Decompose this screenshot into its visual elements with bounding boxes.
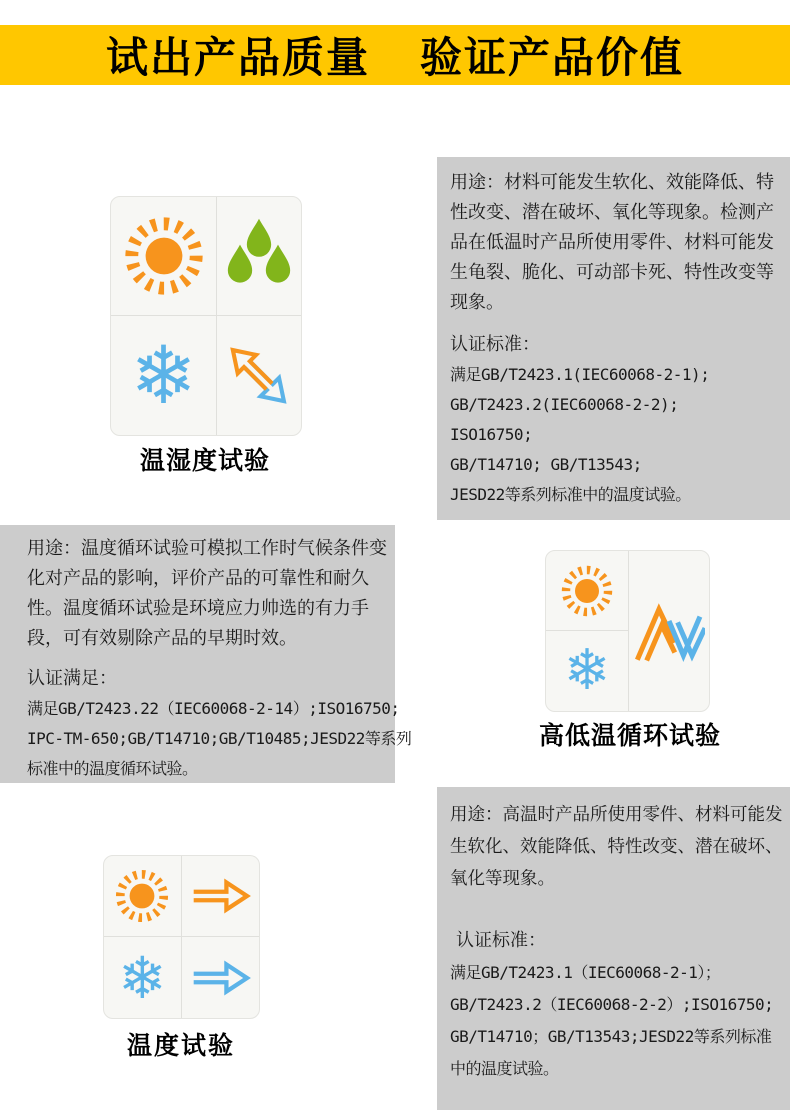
temp-cycle-panel (0, 525, 412, 783)
zigzag-cell (629, 551, 709, 711)
cert-standard-line: 标准中的温度循环试验。 (27, 759, 198, 778)
snowflake-icon: ❄ (130, 328, 198, 422)
right-arrow-icon (188, 864, 252, 928)
snowflake-cell (104, 937, 182, 1018)
temperature-icon-card (103, 855, 260, 1019)
blue-arrow-cell (182, 937, 260, 1018)
drops-cell (217, 197, 301, 316)
header-title-right: 验证产品价值 (420, 34, 685, 81)
high-temp-usage-text: 用途：高温时产品所使用零件、材料可能发生软化、效能降低、特性改变、潜在破坏、氧化等现象。 (450, 805, 783, 889)
low-temp-usage-text: 用途：材料可能发生软化、效能降低、特性改变、潜在破坏、氧化等现象。检测产品在低温时产品所使用零件、材料可能发生龟裂、脆化、可动部卡死、特性改变等现象。 (450, 172, 774, 313)
temp-cycle-cert-heading: 认证满足： (27, 668, 117, 689)
sun-cell (111, 197, 217, 316)
thermal-cycle-icon-card (545, 550, 710, 712)
thermal-cycle-label: 高低温循环试验 (538, 721, 721, 750)
sun-icon (111, 865, 173, 927)
cert-standard-line: ISO16750; (450, 425, 533, 444)
water-drops-icon (221, 218, 297, 294)
cert-standard-line: 中的温度试验。 (450, 1059, 559, 1078)
cert-standard-line: GB/T14710；GB/T13543;JESD22等系列标准 (450, 1027, 772, 1046)
cert-standard-line: JESD22等系列标准中的温度试验。 (450, 485, 691, 504)
sun-cell (546, 551, 629, 631)
high-temp-panel (437, 787, 790, 1110)
cert-standard-line: 满足GB/T2423.22（IEC60068-2-14）;ISO16750; (27, 699, 400, 718)
diagonal-arrows-cell (217, 316, 301, 435)
snowflake-icon: ❄ (563, 638, 611, 703)
cert-standard-line: GB/T2423.2（IEC60068-2-2）;ISO16750; (450, 995, 774, 1014)
high-temp-cert-heading: 认证标准： (456, 930, 546, 951)
cert-standard-line: GB/T14710; GB/T13543; (450, 455, 642, 474)
temp-cycle-usage-text: 用途：温度循环试验可模拟工作时气候条件变化对产品的影响，评价产品的可靠性和耐久性。温度循环试验是环境应力帅选的有力手段，可有效剔除产品的早期时效。 (27, 538, 387, 649)
snowflake-cell (111, 316, 217, 435)
sun-icon (557, 561, 617, 621)
sun-cell (104, 856, 182, 937)
orange-arrow-cell (182, 856, 260, 937)
sun-icon (118, 210, 210, 302)
temp-humidity-label: 温湿度试验 (139, 446, 270, 475)
zigzag-arrows-icon (633, 587, 705, 675)
header-title-left: 试出产品质量 (105, 34, 370, 81)
right-arrow-icon (188, 946, 252, 1010)
low-temp-panel (437, 157, 790, 520)
cert-standard-line: 满足GB/T2423.1(IEC60068-2-1); (450, 365, 710, 384)
temp-humidity-icon-card (110, 196, 302, 436)
cert-standard-line: 满足GB/T2423.1（IEC60068-2-1）； (450, 963, 721, 982)
snowflake-icon: ❄ (117, 943, 167, 1012)
snowflake-cell (546, 631, 629, 711)
diagonal-arrows-icon (217, 334, 301, 418)
temperature-label: 温度试验 (126, 1031, 235, 1060)
cert-standard-line: GB/T2423.2(IEC60068-2-2); (450, 395, 679, 414)
header-banner (0, 25, 790, 85)
low-temp-cert-heading: 认证标准： (450, 334, 540, 355)
cert-standard-line: IPC-TM-650;GB/T14710;GB/T10485;JESD22等系列 (27, 729, 412, 748)
